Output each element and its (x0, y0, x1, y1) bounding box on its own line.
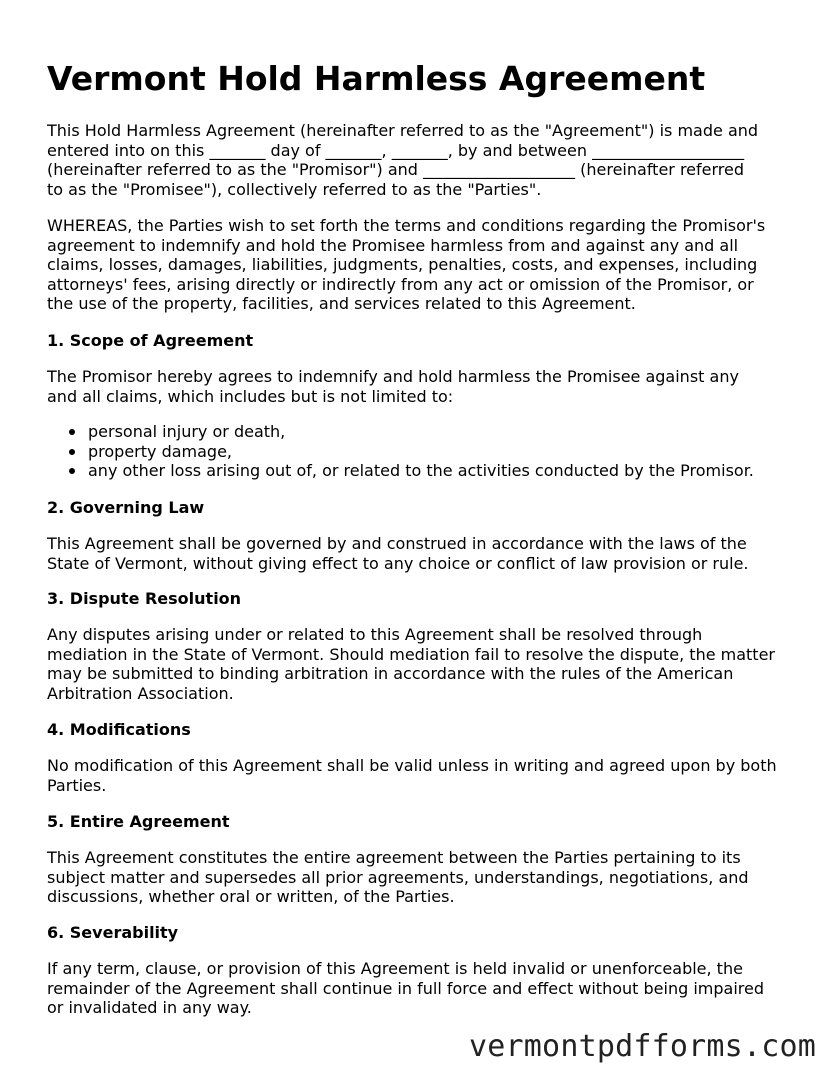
section-modifications-body (47, 756, 807, 795)
section-governing-body (47, 534, 807, 573)
section-line: The Promisor hereby agrees to indemnify and hold harmless the Promisee against any (47, 367, 739, 386)
section-line: Arbitration Association. (47, 683, 234, 703)
section-line: subject matter and supersedes all prior agreements, understandings, negotiations, and (47, 867, 749, 887)
site-watermark: vermontpdfforms.com (469, 1029, 816, 1064)
intro-line: (hereinafter referred to as the "Promisor") and ___________________ (hereinafter referred (47, 160, 745, 180)
list-item (47, 461, 807, 481)
section-heading: 2. Governing Law (47, 498, 205, 517)
intro-line: to as the "Promisee"), collectively referred to as the "Parties". (47, 179, 542, 199)
section-line: If any term, clause, or provision of this Agreement is held invalid or unenforceable, the (47, 959, 743, 978)
section-line: or invalidated in any way. (47, 998, 252, 1018)
list-item (47, 442, 807, 462)
section-severability-heading (47, 923, 807, 943)
section-line: Any disputes arising under or related to this Agreement shall be resolved through (47, 625, 703, 644)
section-line: mediation in the State of Vermont. Should mediation fail to resolve the dispute, the matter (47, 644, 775, 664)
bullet-icon (69, 429, 75, 435)
intro-line: This Hold Harmless Agreement (hereinafter referred to as the "Agreement") is made and (47, 121, 759, 140)
whereas-line: the use of the property, facilities, and services related to this Agreement. (47, 294, 636, 314)
section-dispute-body (47, 625, 807, 703)
section-scope-body (47, 367, 807, 406)
section-line: may be submitted to binding arbitration in accordance with the rules of the American (47, 664, 734, 684)
section-heading: 1. Scope of Agreement (47, 331, 254, 350)
list-item-text: any other loss arising out of, or related to the activities conducted by the Promisor. (88, 461, 754, 481)
section-line: and all claims, which includes but is not limited to: (47, 386, 454, 406)
section-governing-heading (47, 498, 807, 518)
whereas-line: attorneys' fees, arising directly or indirectly from any act or omission of the Promisor, or (47, 274, 754, 294)
scope-bullet-list (47, 422, 807, 481)
section-heading: 6. Severability (47, 923, 179, 942)
whereas-line: agreement to indemnify and hold the Promisee harmless from and against any and all (47, 235, 739, 255)
list-item-text: property damage, (88, 441, 233, 461)
whereas-paragraph (47, 216, 807, 314)
bullet-icon (69, 468, 75, 474)
section-line: No modification of this Agreement shall be valid unless in writing and agreed upon by both (47, 756, 777, 775)
whereas-line: WHEREAS, the Parties wish to set forth the terms and conditions regarding the Promisor's (47, 216, 766, 235)
section-line: This Agreement shall be governed by and construed in accordance with the laws of the (47, 534, 747, 553)
whereas-line: claims, losses, damages, liabilities, judgments, penalties, costs, and expenses, including (47, 255, 758, 275)
section-severability-body (47, 959, 807, 1018)
intro-paragraph (47, 121, 807, 199)
list-item (47, 422, 807, 442)
section-modifications-heading (47, 720, 807, 740)
section-entire-heading (47, 812, 807, 832)
bullet-icon (69, 449, 75, 455)
section-line: remainder of the Agreement shall continue in full force and effect without being impaired (47, 978, 764, 998)
section-line: State of Vermont, without giving effect to any choice or conflict of law provision or rule. (47, 553, 749, 573)
section-line: This Agreement constitutes the entire agreement between the Parties pertaining to its (47, 848, 741, 867)
section-line: discussions, whether oral or written, of the Parties. (47, 887, 455, 907)
section-heading: 3. Dispute Resolution (47, 589, 242, 608)
intro-line: entered into on this _______ day of _______, _______, by and between ___________________ (47, 140, 745, 160)
section-dispute-heading (47, 589, 807, 609)
document-title: Vermont Hold Harmless Agreement (47, 59, 706, 98)
section-scope-heading (47, 331, 807, 351)
section-entire-body (47, 848, 807, 907)
list-item-text: personal injury or death, (88, 422, 286, 441)
section-line: Parties. (47, 775, 107, 795)
section-heading: 5. Entire Agreement (47, 812, 230, 831)
section-heading: 4. Modifications (47, 720, 191, 739)
